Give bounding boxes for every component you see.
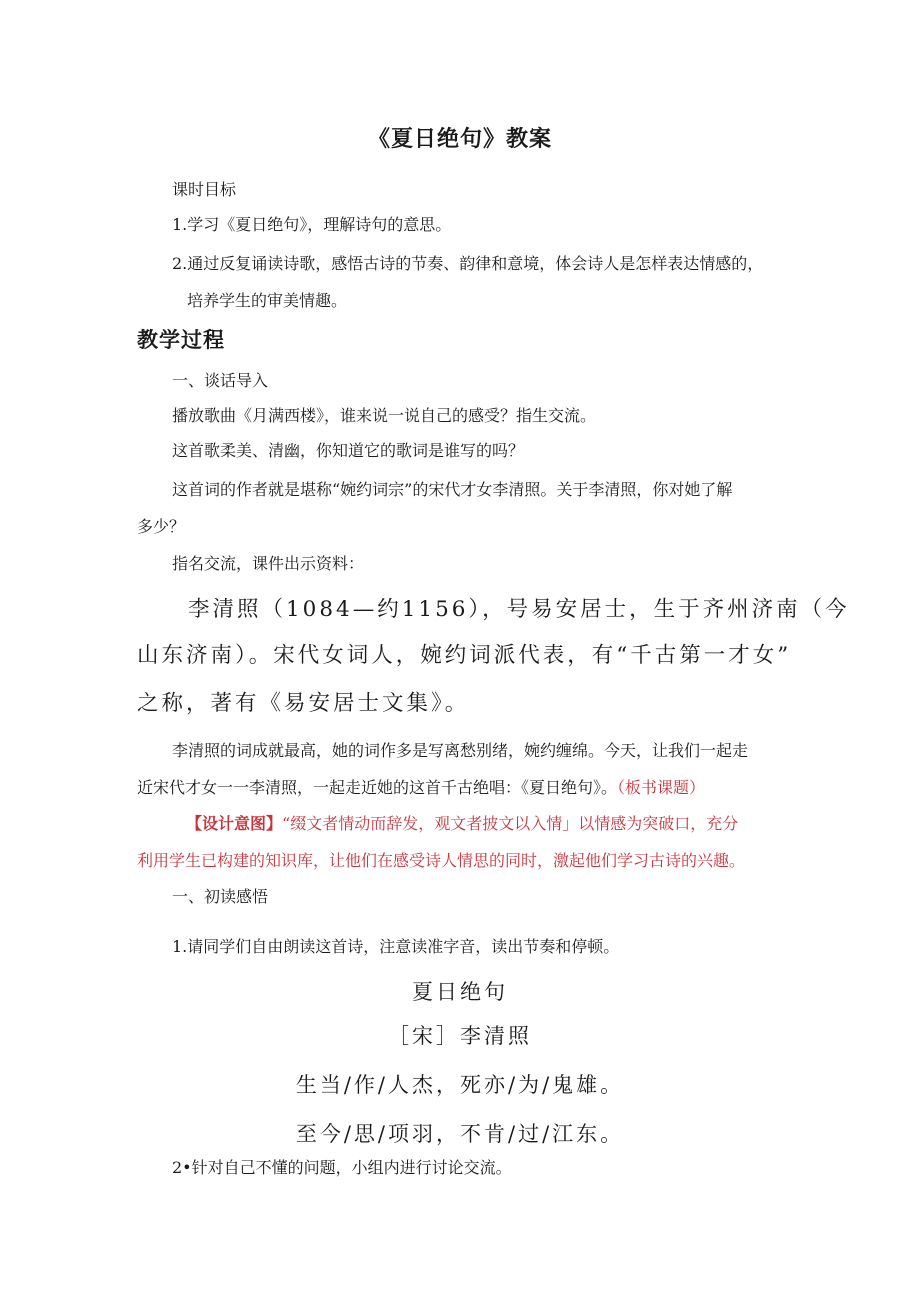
- design-intent-text: “缀文者情动而辞发，观文者披文以入情」以情感为突破口，充分: [282, 814, 739, 833]
- section-1-paragraph-2: 这首歌柔美、清幽，你知道它的歌词是谁写的吗？: [172, 441, 525, 460]
- section-1-paragraph-1: 播放歌曲《月满西楼》，谁来说一说自己的感受？指生交流。: [172, 406, 597, 425]
- section-1-paragraph-3-line-2: 多少？: [137, 517, 186, 536]
- poem-line-2: 至今/思/项羽，不肯/过/江东。: [295, 1122, 625, 1146]
- design-intent-line-2: 利用学生已构建的知识库，让他们在感受诗人情思的同时，激起他们学习古诗的兴趣。: [137, 851, 746, 870]
- section-1-paragraph-4: 指名交流，课件出示资料：: [172, 554, 365, 573]
- design-intent-tag: 【设计意图】: [186, 814, 283, 833]
- section-1-paragraph-3-line-1: 这首词的作者就是堪称“婉约词宗”的宋代才女李清照。关于李清照，你对她了解: [172, 480, 733, 499]
- section-2-heading: 一、初读感悟: [172, 887, 269, 906]
- poem-line-1: 生当/作/人杰，死亦/为/鬼雄。: [295, 1073, 625, 1097]
- board-note: （板书课题）: [617, 778, 706, 797]
- process-heading: 教学过程: [137, 328, 225, 352]
- document-title: 《夏日绝句》教案: [367, 127, 552, 152]
- objective-item-2-line-2: 培养学生的审美情趣。: [187, 291, 348, 310]
- section-1-paragraph-5-line-2: [137, 775, 705, 798]
- material-line-2: 山东济南）。宋代女词人，婉约词派代表，有“千古第一才女”: [137, 643, 792, 668]
- poem-title: 夏日绝句: [412, 980, 508, 1004]
- section-1-heading: 一、谈话导入: [172, 371, 269, 390]
- paragraph-5-text: 近宋代才女一一李清照，一起走近她的这首千古绝唱：《夏日绝句》。: [137, 778, 618, 797]
- section-2-paragraph-2: 2•针对自己不懂的问题，小组内进行讨论交流。: [172, 1158, 512, 1177]
- objectives-heading: 课时目标: [172, 180, 237, 199]
- design-intent-line-1: [186, 811, 738, 834]
- objective-item-2-line-1: 2.通过反复诵读诗歌，感悟古诗的节奏、韵律和意境，体会诗人是怎样表达情感的，: [172, 254, 764, 273]
- section-2-paragraph-1: 1.请同学们自由朗读这首诗，注意读准字音，读出节奏和停顿。: [172, 937, 620, 956]
- section-1-paragraph-5-line-1: 李清照的词成就最高，她的词作多是写离愁别绪，婉约缠绵。今天，让我们一起走: [172, 741, 749, 760]
- objective-item-1: 1.学习《夏日绝句》，理解诗句的意思。: [172, 215, 452, 234]
- poem-author: ［宋］李清照: [388, 1024, 532, 1048]
- material-line-3: 之称，著有《易安居士文集》。: [137, 691, 470, 716]
- material-line-1: 李清照（1084—约1156），号易安居士，生于齐州济南（今: [188, 597, 850, 622]
